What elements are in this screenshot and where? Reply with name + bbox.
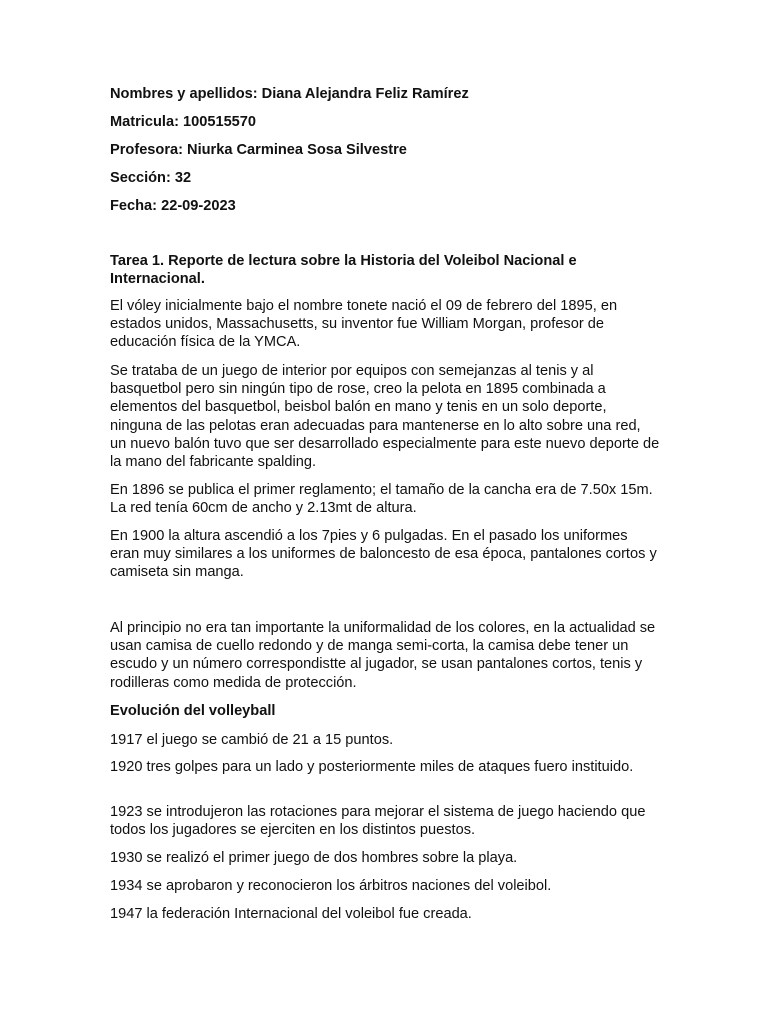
section-number: Sección: 32 bbox=[110, 170, 192, 186]
date: Fecha: 22-09-2023 bbox=[110, 198, 236, 214]
paragraph-rules: En 1896 se publica el primer reglamento; el tamaño de la cancha era de 7.50x 15m. La red tenía 60cm de ancho y 2.13mt de altura. bbox=[110, 482, 653, 517]
evolution-item: 1930 se realizó el primer juego de dos hombres sobre la playa. bbox=[110, 850, 518, 866]
evolution-item: 1917 el juego se cambió de 21 a 15 puntos. bbox=[110, 732, 394, 748]
paragraph-origin: El vóley inicialmente bajo el nombre tonete nació el 09 de febrero del 1895, en estados unidos, Massachusetts, su inventor fue William Morgan, profesor de educación física de la YMCA. bbox=[110, 298, 618, 351]
evolution-item: 1923 se introdujeron las rotaciones para mejorar el sistema de juego haciendo que todos los jugadores se ejerciten en los distintos puestos. bbox=[110, 804, 646, 839]
paragraph-uniforms: En 1900 la altura ascendió a los 7pies y 6 pulgadas. En el pasado los uniformes eran muy similares a los uniformes de baloncesto de esa época, pantalones cortos y camiseta sin manga. bbox=[110, 528, 657, 581]
student-id: Matricula: 100515570 bbox=[110, 114, 257, 130]
evolution-item: 1920 tres golpes para un lado y posteriormente miles de ataques fuero instituido. bbox=[110, 759, 634, 775]
evolution-item: 1934 se aprobaron y reconocieron los árbitros naciones del voleibol. bbox=[110, 878, 552, 894]
paragraph-uniformity: Al principio no era tan importante la uniformalidad de los colores, en la actualidad se usan camisa de cuello redondo y de manga semi-corta, la camisa debe tener un escudo y un número correspondistte al jugador, se usan pantalones cortos, tenis y rodilleras como medida de protección. bbox=[110, 620, 656, 691]
teacher-name: Profesora: Niurka Carminea Sosa Silvestre bbox=[110, 142, 407, 158]
evolution-heading: Evolución del volleyball bbox=[110, 703, 276, 719]
task-title: Tarea 1. Reporte de lectura sobre la Historia del Voleibol Nacional e Internacional. bbox=[110, 253, 577, 288]
student-name: Nombres y apellidos: Diana Alejandra Feliz Ramírez bbox=[110, 86, 469, 102]
evolution-item: 1947 la federación Internacional del voleibol fue creada. bbox=[110, 906, 472, 922]
paragraph-description: Se trataba de un juego de interior por equipos con semejanzas al tenis y al basquetbol pero sin ningún tipo de rose, creo la pelota en 1895 combinada a elementos del basquetbol, beisbol balón en mano y tenis en un solo deporte, ninguna de las pelotas eran adecuadas para mantenerse en lo alto sobre una red, un nuevo balón tuvo que ser desarrollado especialmente para este nuevo deporte de la mano del fabricante spalding. bbox=[110, 363, 660, 471]
